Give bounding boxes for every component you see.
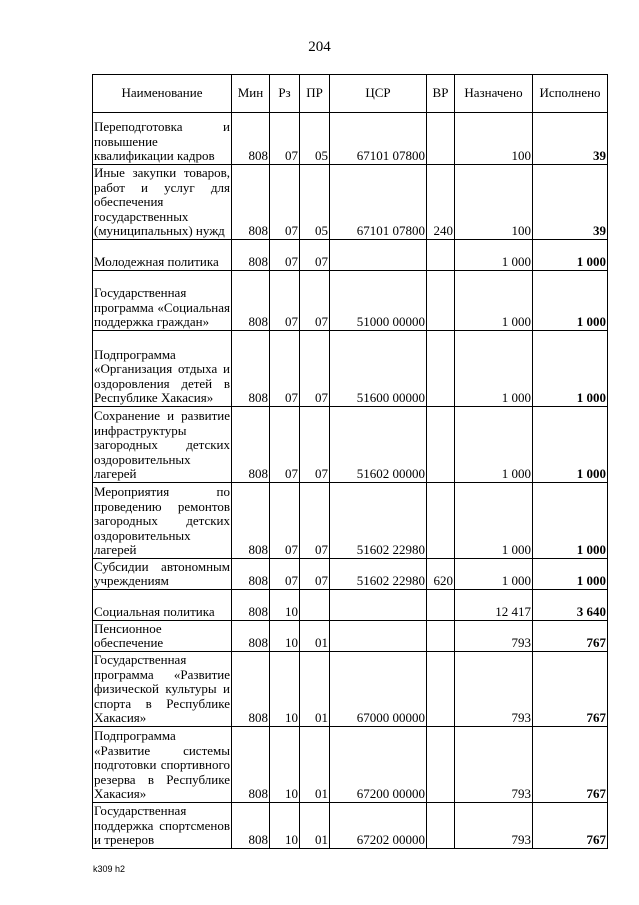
cell-min: 808: [232, 652, 270, 727]
cell-vr: [427, 113, 455, 165]
cell-csr: 51602 22980: [330, 559, 427, 590]
cell-executed: 1 000: [533, 559, 608, 590]
cell-vr: [427, 803, 455, 849]
cell-assigned: 1 000: [455, 240, 533, 271]
cell-name: Иные закупки товаров, работ и услуг для обеспечения государственных (муниципальных) нужд: [94, 165, 230, 239]
cell-executed: 1 000: [533, 407, 608, 483]
cell-assigned: 12 417: [455, 590, 533, 621]
table-row: [93, 407, 608, 483]
cell-pr: 01: [300, 727, 330, 803]
cell-rz: 10: [270, 803, 300, 849]
table-row: [93, 803, 608, 849]
column-header-vr: ВР: [427, 75, 455, 113]
cell-executed: 39: [533, 113, 608, 165]
cell-rz: 10: [270, 590, 300, 621]
cell-min: 808: [232, 621, 270, 652]
page-number: 204: [308, 39, 331, 55]
cell-name: Молодежная политика: [93, 240, 232, 271]
cell-rz: 07: [270, 271, 300, 331]
cell-pr: 01: [300, 621, 330, 652]
cell-pr: 07: [300, 331, 330, 407]
cell-rz: 07: [270, 240, 300, 271]
cell-csr: 67101 07800: [330, 113, 427, 165]
cell-executed: 1 000: [533, 240, 608, 271]
table-row: [93, 727, 608, 803]
column-header-pr: ПР: [300, 75, 330, 113]
cell-rz: 07: [270, 407, 300, 483]
cell-name: Мероприятия по проведению ремонтов загородных детских оздоровительных лагерей: [94, 484, 230, 558]
cell-executed: 39: [533, 165, 608, 240]
table-row: [93, 271, 608, 331]
cell-name: Подпрограмма «Организация отдыха и оздоровления детей в Республике Хакасия»: [93, 331, 232, 407]
cell-csr: 67200 00000: [330, 727, 427, 803]
cell-vr: [427, 727, 455, 803]
cell-rz: 10: [270, 652, 300, 727]
cell-assigned: 1 000: [455, 407, 533, 483]
cell-assigned: 100: [455, 113, 533, 165]
cell-assigned: 793: [455, 652, 533, 727]
cell-csr: 67000 00000: [330, 652, 427, 727]
cell-executed: 1 000: [533, 331, 608, 407]
table-row: [93, 240, 608, 271]
budget-table: [92, 74, 608, 849]
table-body: [93, 113, 608, 849]
cell-name: Сохранение и развитие инфраструктуры загородных детских оздоровительных лагерей: [94, 408, 230, 482]
cell-csr: 51000 00000: [330, 271, 427, 331]
footer-code: k309 h2: [93, 864, 126, 874]
table-row: [93, 165, 608, 240]
cell-pr: 07: [300, 271, 330, 331]
cell-name: Субсидии автономным учреждениям: [94, 558, 230, 589]
cell-pr: 05: [300, 165, 330, 240]
cell-pr: 01: [300, 652, 330, 727]
cell-name: Государственная поддержка спортсменов и тренеров: [94, 803, 230, 848]
column-header-executed: Исполнено: [533, 75, 608, 113]
column-header-min: Мин: [232, 75, 270, 113]
cell-executed: 3 640: [533, 590, 608, 621]
cell-vr: 240: [427, 165, 455, 240]
cell-name: Переподготовка и повышение квалификации кадров: [93, 113, 232, 165]
cell-min: 808: [232, 803, 270, 849]
cell-vr: [427, 240, 455, 271]
cell-rz: 10: [270, 727, 300, 803]
cell-csr: 51602 00000: [330, 407, 427, 483]
cell-rz: 07: [270, 483, 300, 559]
cell-name: Подпрограмма «Развитие системы подготовки спортивного резерва в Республике Хакасия»: [94, 728, 230, 802]
cell-csr: [330, 590, 427, 621]
cell-min: 808: [232, 407, 270, 483]
cell-min: 808: [232, 331, 270, 407]
cell-name: Государственная программа «Развитие физической культуры и спорта в Республике Хакасия»: [94, 652, 230, 726]
table-row: [93, 331, 608, 407]
cell-assigned: 1 000: [455, 331, 533, 407]
cell-name: Пенсионное обеспечение: [93, 621, 232, 652]
cell-csr: 51602 22980: [330, 483, 427, 559]
cell-vr: [427, 621, 455, 652]
cell-assigned: 1 000: [455, 483, 533, 559]
table-row: [93, 483, 608, 559]
cell-csr: 67202 00000: [330, 803, 427, 849]
cell-min: 808: [232, 559, 270, 590]
cell-csr: [330, 621, 427, 652]
cell-csr: 51600 00000: [330, 331, 427, 407]
cell-assigned: 1 000: [455, 271, 533, 331]
cell-min: 808: [232, 113, 270, 165]
cell-executed: 1 000: [533, 271, 608, 331]
table-row: [93, 590, 608, 621]
cell-assigned: 793: [455, 621, 533, 652]
cell-pr: 07: [300, 407, 330, 483]
cell-assigned: 793: [455, 803, 533, 849]
cell-vr: [427, 331, 455, 407]
cell-min: 808: [232, 727, 270, 803]
cell-vr: [427, 407, 455, 483]
cell-vr: [427, 483, 455, 559]
cell-pr: 05: [300, 113, 330, 165]
cell-pr: [300, 590, 330, 621]
cell-min: 808: [232, 165, 270, 240]
cell-csr: 67101 07800: [330, 165, 427, 240]
cell-pr: 01: [300, 803, 330, 849]
column-header-name: Наименование: [93, 75, 232, 113]
column-header-rz: Рз: [270, 75, 300, 113]
cell-assigned: 100: [455, 165, 533, 240]
cell-min: 808: [232, 590, 270, 621]
cell-executed: 767: [533, 621, 608, 652]
cell-vr: [427, 590, 455, 621]
cell-executed: 1 000: [533, 483, 608, 559]
cell-name: Социальная политика: [93, 590, 232, 621]
cell-min: 808: [232, 240, 270, 271]
cell-rz: 07: [270, 331, 300, 407]
table-header-row: [93, 75, 608, 113]
column-header-assigned: Назначено: [455, 75, 533, 113]
cell-assigned: 793: [455, 727, 533, 803]
cell-csr: [330, 240, 427, 271]
cell-min: 808: [232, 271, 270, 331]
table-row: [93, 113, 608, 165]
cell-pr: 07: [300, 240, 330, 271]
cell-rz: 07: [270, 559, 300, 590]
cell-vr: [427, 652, 455, 727]
cell-rz: 07: [270, 113, 300, 165]
cell-vr: [427, 271, 455, 331]
column-header-csr: ЦСР: [330, 75, 427, 113]
table-row: [93, 652, 608, 727]
cell-assigned: 1 000: [455, 559, 533, 590]
cell-executed: 767: [533, 652, 608, 727]
cell-rz: 07: [270, 165, 300, 240]
table-row: [93, 621, 608, 652]
cell-min: 808: [232, 483, 270, 559]
cell-pr: 07: [300, 483, 330, 559]
cell-pr: 07: [300, 559, 330, 590]
cell-vr: 620: [427, 559, 455, 590]
cell-rz: 10: [270, 621, 300, 652]
cell-executed: 767: [533, 803, 608, 849]
table-row: [93, 559, 608, 590]
cell-name: Государственная программа «Социальная поддержка граждан»: [93, 271, 232, 331]
cell-executed: 767: [533, 727, 608, 803]
